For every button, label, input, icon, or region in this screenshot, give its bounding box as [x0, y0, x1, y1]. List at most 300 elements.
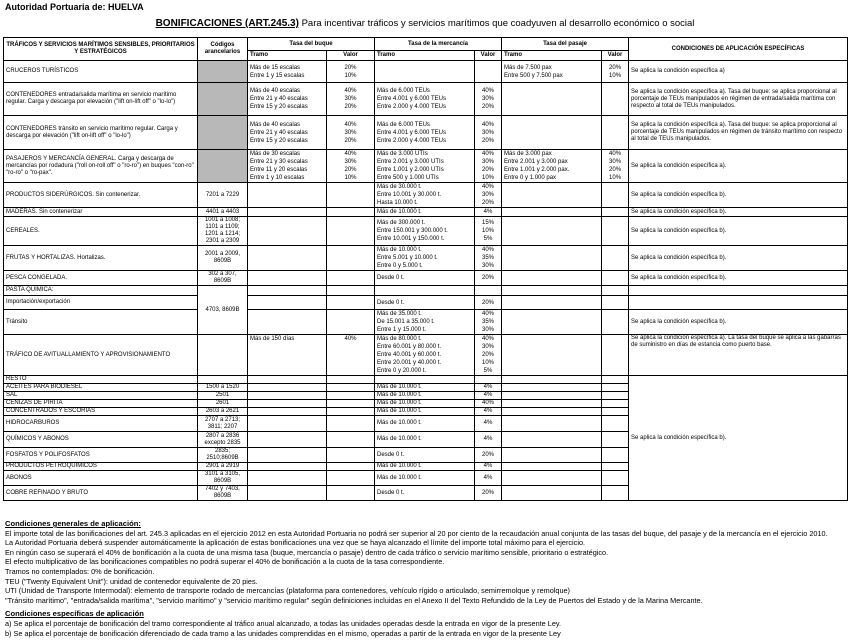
subheader-tramo-pasaje: Tramo	[502, 51, 602, 61]
pasaje-tramo	[502, 116, 602, 150]
tramo-text: Más de 3.000 UTIs	[377, 151, 428, 157]
empty-cell	[602, 432, 629, 448]
condition-text: Se aplica la condición específica a)	[629, 61, 848, 83]
valor-text: 40%	[482, 88, 495, 94]
merc-valor	[475, 335, 502, 376]
empty-cell	[502, 392, 602, 400]
merc-tramo: Más de 10.000 t.	[375, 408, 475, 416]
empty-cell	[248, 416, 327, 432]
tramo-text: Entre 11 y 20 escalas	[250, 167, 308, 173]
pasaje-valor	[602, 61, 629, 83]
empty-cell	[502, 471, 602, 486]
buque-tramo	[248, 208, 327, 217]
buque-valor	[327, 335, 375, 376]
empty-cell	[602, 463, 629, 471]
table-row	[4, 183, 848, 208]
tramo-text: Entre 1 y 10 escalas	[250, 175, 305, 181]
merc-tramo: Más de 10.000 t.	[375, 400, 475, 408]
table-row	[4, 246, 848, 271]
tramo-text: Más de 40 escalas	[250, 121, 301, 128]
merc-valor: 4%	[475, 408, 502, 416]
subheader-valor-merc: Valor	[475, 51, 502, 61]
general-condition-item: El efecto multiplicativo de las bonificaciones compatibles no podrá superar el 40% de bonificación a la cuota de la tasa correspondiente.	[5, 557, 445, 567]
empty-cell	[327, 408, 375, 416]
empty-cell	[502, 335, 602, 376]
title-main: BONIFICACIONES (ART.245.3)	[155, 18, 299, 29]
merc-tramo	[375, 335, 475, 376]
empty-cell	[602, 408, 629, 416]
valor-text: 30%	[482, 96, 495, 102]
valor-text: 40%	[482, 121, 495, 128]
empty-cell	[248, 384, 327, 392]
valor-text: 10%	[344, 175, 357, 181]
condition-text: Se aplica la condición específica b).	[629, 246, 848, 271]
merc-tramo: Más de 10.000 t.	[375, 463, 475, 471]
pasaje-valor	[602, 116, 629, 150]
empty-cell	[327, 384, 375, 392]
col-header-conditions: CONDICIONES DE APLICACIÓN ESPECÍFICAS	[629, 38, 848, 61]
merc-tramo: Más de 10.000 t.	[375, 471, 475, 486]
tariff-code: 2901 a 2919	[198, 463, 248, 471]
traffic-name: PASTA QUIMICA:	[4, 286, 198, 296]
merc-valor: 4%	[475, 471, 502, 486]
tramo-text: Más de 7.500 pax	[504, 64, 552, 71]
page-title	[0, 18, 850, 29]
subheader-tramo-buque: Tramo	[248, 51, 327, 61]
valor-text: 40%	[482, 151, 495, 157]
buque-valor	[327, 150, 375, 183]
tariff-code: 2601	[198, 400, 248, 408]
merc-tramo	[375, 150, 475, 183]
subheader-valor-buque: Valor	[327, 51, 375, 61]
buque-tramo	[248, 83, 327, 116]
merc-valor	[475, 83, 502, 116]
buque-tramo	[248, 217, 327, 246]
tariff-code: 1500 a 1520	[198, 384, 248, 392]
pasaje-tramo	[502, 150, 602, 183]
valor-text: 20%	[482, 137, 495, 144]
buque-tramo	[248, 116, 327, 150]
empty-cell	[248, 471, 327, 486]
empty-cell	[502, 286, 602, 296]
traffic-name: TRÁFICO DE AVITUALLAMIENTO Y APROVISIONAMIENTO	[4, 335, 198, 376]
traffic-name: CONTENEDORES entrada/salida marítima en servicio marítimo regular. Carga y descarga por elevación ("lift on-lift off" o "lo-lo")	[4, 83, 198, 116]
table-row	[4, 335, 848, 376]
tariff-code: 7201 a 7229	[198, 183, 248, 208]
empty-cell	[475, 376, 502, 384]
tariff-code: 1001 a 1008; 1101 a 1109; 1201 a 1214; 2301 a 2309	[198, 217, 248, 246]
empty-cell	[602, 486, 629, 501]
tramo-text: Más de 6.000 TEUs	[377, 121, 430, 128]
pasaje-valor	[602, 217, 629, 246]
buque-tramo	[248, 246, 327, 271]
title-rest: Para incentivar tráficos y servicios marítimos que coadyuven al desarrollo económico o social	[298, 18, 695, 29]
tramo-text: Entre 15 y 20 escalas	[250, 137, 308, 144]
tariff-code: 2001 a 2009, 8609B	[198, 246, 248, 271]
valor-text: 40%	[344, 336, 357, 342]
empty-cell	[502, 376, 602, 384]
buque-tramo	[248, 183, 327, 208]
tramo-text: Entre 10.001 y 150.000 t.	[377, 236, 445, 242]
valor-text: 10%	[609, 72, 622, 79]
merc-tramo	[375, 116, 475, 150]
valor-text: 10%	[482, 360, 495, 366]
valor-text: 4%	[483, 209, 493, 215]
empty-cell	[502, 384, 602, 392]
tramo-text: Entre 150.001 y 300.000 t.	[377, 228, 448, 234]
merc-valor	[475, 296, 502, 310]
merc-tramo: Desde 0 t.	[375, 448, 475, 463]
valor-text: 5%	[483, 368, 493, 374]
valor-text: 40%	[482, 336, 495, 342]
empty-cell	[602, 310, 629, 335]
valor-text: 10%	[344, 72, 357, 79]
tariff-code: 2603 a 2621	[198, 408, 248, 416]
empty-cell	[502, 408, 602, 416]
empty-cell	[327, 376, 375, 384]
traffic-sub: Tránsito	[4, 310, 198, 335]
buque-valor	[327, 116, 375, 150]
tramo-text: Entre 500 y 7.500 pax	[504, 72, 563, 79]
tariff-code: 2807 a 2836 excepto 2835	[198, 432, 248, 448]
valor-text: 20%	[482, 200, 495, 206]
empty-cell	[502, 310, 602, 335]
empty-cell	[248, 432, 327, 448]
table-row	[4, 150, 848, 183]
tramo-text: Entre 1 y 15.000 t.	[377, 327, 427, 333]
buque-valor	[327, 217, 375, 246]
empty-cell	[502, 400, 602, 408]
empty-cell	[327, 400, 375, 408]
valor-text: 40%	[344, 121, 357, 128]
general-conditions-title: Condiciones generales de aplicación:	[5, 519, 141, 528]
empty-cell	[602, 286, 629, 296]
tramo-text: Más de 10.000 t.	[377, 247, 422, 253]
tariff-code: 2501	[198, 392, 248, 400]
pasaje-tramo	[502, 217, 602, 246]
valor-text: 20%	[609, 64, 622, 71]
pasaje-tramo	[502, 183, 602, 208]
condition-text: Se aplica la condición específica b).	[629, 310, 848, 335]
tariff-code: 302 a 307, 8609B	[198, 271, 248, 286]
tramo-text: Entre 4.001 y 6.000 TEUs	[377, 96, 446, 102]
valor-text: 20%	[482, 104, 495, 110]
merc-valor	[475, 208, 502, 217]
tramo-text: Entre 20.001 y 40.000 t.	[377, 360, 442, 366]
buque-valor	[327, 271, 375, 286]
empty-cell	[502, 463, 602, 471]
traffic-name: PRODUCTOS SIDERÚRGICOS. Sin contenerizar.	[4, 183, 198, 208]
buque-valor	[327, 61, 375, 83]
valor-text: 30%	[344, 129, 357, 136]
merc-tramo	[375, 246, 475, 271]
merc-tramo	[375, 296, 475, 310]
empty-cell	[475, 286, 502, 296]
pasaje-tramo	[502, 271, 602, 286]
valor-text: 30%	[482, 129, 495, 136]
tramo-text: Entre 21 y 40 escalas	[250, 129, 308, 136]
tramo-text: Entre 15 y 20 escalas	[250, 104, 308, 110]
table-row	[4, 208, 848, 217]
condition-text: Se aplica la condición específica b).	[629, 217, 848, 246]
specific-conditions	[5, 619, 847, 638]
merc-valor	[475, 310, 502, 335]
pasaje-valor	[602, 246, 629, 271]
tramo-text: Más de 30.000 t.	[377, 184, 422, 190]
buque-tramo	[248, 271, 327, 286]
merc-tramo: Más de 10.000 t.	[375, 416, 475, 432]
valor-text: 20%	[482, 352, 495, 358]
empty-cell	[198, 376, 248, 384]
merc-valor: 40%	[475, 400, 502, 408]
tariff-code: 2707 a 2713; 3811; 2207	[198, 416, 248, 432]
merc-valor	[475, 246, 502, 271]
empty-cell	[327, 432, 375, 448]
tariff-code: 4401 a 4403	[198, 208, 248, 217]
merc-valor: 4%	[475, 384, 502, 392]
general-condition-item: UTI (Unidad de Transporte Intermodal): elemento de transporte rodado de mercancías (plataforma para contenedores, vehículo rígido o articulado, semirremolque y remolque)	[5, 586, 570, 596]
tariff-code	[198, 61, 248, 83]
merc-valor: 20%	[475, 448, 502, 463]
general-condition-item: "Tránsito marítimo", "entrada/salida marítima", "servicio marítimo" y "servicio marítimo regular" según definiciones incluidas en el Anexo II del Texto Refundido de la Ley de Puertos del Estado y de la Marina Mercante.	[5, 595, 703, 605]
resto-label: RESTO	[4, 376, 198, 384]
traffic-name: CEREALES.	[4, 217, 198, 246]
pasaje-tramo	[502, 246, 602, 271]
traffic-name: FOSFATOS Y POLIFOSFATOS	[4, 448, 198, 463]
table-row	[4, 61, 848, 83]
condition-text: Se aplica la condición específica a).	[629, 150, 848, 183]
empty-cell	[327, 463, 375, 471]
tramo-text: Entre 1 y 15 escalas	[250, 72, 305, 79]
traffic-name: MADERAS. Sin contenerizar	[4, 208, 198, 217]
condition-text	[629, 286, 848, 296]
tramo-text: Entre 10.001 y 30.000 t.	[377, 192, 442, 198]
empty-cell	[248, 448, 327, 463]
empty-cell	[602, 296, 629, 310]
pasaje-tramo	[502, 83, 602, 116]
valor-text: 10%	[482, 175, 495, 181]
merc-tramo: Desde 0 t.	[375, 486, 475, 501]
empty-cell	[602, 416, 629, 432]
empty-cell	[502, 296, 602, 310]
tramo-text: Entre 0 y 1.000 pax	[504, 175, 557, 181]
valor-text: 30%	[344, 159, 357, 165]
tramo-text: Más de 300.000 t.	[377, 220, 426, 226]
empty-cell	[602, 448, 629, 463]
buque-valor	[327, 183, 375, 208]
buque-valor	[327, 208, 375, 217]
tramo-text: Hasta 10.000 t.	[377, 200, 418, 206]
col-header-pasaje: Tasa del pasaje	[502, 38, 629, 51]
empty-cell	[327, 471, 375, 486]
buque-tramo	[248, 335, 327, 376]
empty-cell	[327, 448, 375, 463]
traffic-name: CONTENEDORES tránsito en servicio marítimo regular. Carga y descarga por elevación ("lift on-lift off" o "lo-lo")	[4, 116, 198, 150]
col-header-traffic: TRÁFICOS Y SERVICIOS MARÍTIMOS SENSIBLES, PRIORITARIOS Y ESTRATÉGICOS	[4, 38, 198, 61]
tramo-text: Desde 0 t.	[377, 275, 405, 281]
traffic-name: HIDROCARBUROS	[4, 416, 198, 432]
merc-tramo	[375, 310, 475, 335]
tramo-text: Entre 4.001 y 6.000 TEUs	[377, 129, 446, 136]
empty-cell	[248, 296, 327, 310]
valor-text: 30%	[482, 263, 495, 269]
merc-tramo: Más de 10.000 t.	[375, 432, 475, 448]
valor-text: 5%	[483, 236, 493, 242]
table-row	[4, 83, 848, 116]
tramo-text: Desde 0 t.	[377, 299, 405, 306]
empty-cell	[248, 463, 327, 471]
empty-cell	[602, 471, 629, 486]
merc-tramo	[375, 183, 475, 208]
valor-text: 20%	[344, 64, 357, 71]
table-row	[4, 116, 848, 150]
merc-tramo	[375, 271, 475, 286]
empty-cell	[629, 296, 848, 310]
tramo-text: Entre 40.001 y 60.000 t.	[377, 352, 442, 358]
empty-cell	[248, 376, 327, 384]
general-condition-item: La Autoridad Portuaria deberá suspender automáticamente la aplicación de estas bonificaciones una vez que se haya alcanzado el límite del importe total máximo para el ejercicio.	[5, 538, 586, 548]
merc-tramo: Más de 10.000 t.	[375, 392, 475, 400]
table-row	[4, 310, 848, 335]
traffic-name: PRODUCTOS PETROQUÍMICOS	[4, 463, 198, 471]
empty-cell	[602, 376, 629, 384]
valor-text: 30%	[344, 96, 357, 102]
table-row	[4, 217, 848, 246]
merc-valor: 20%	[475, 486, 502, 501]
col-header-buque: Tasa del buque	[248, 38, 375, 51]
empty-cell	[327, 310, 375, 335]
tariff-code	[198, 116, 248, 150]
valor-text: 40%	[609, 151, 622, 157]
pasaje-valor	[602, 150, 629, 183]
empty-cell	[602, 392, 629, 400]
pasaje-valor	[602, 208, 629, 217]
valor-text: 35%	[482, 319, 495, 325]
empty-cell	[248, 486, 327, 501]
valor-text: 35%	[482, 255, 495, 261]
merc-tramo	[375, 217, 475, 246]
valor-text: 20%	[344, 137, 357, 144]
tramo-text: Entre 60.001 y 80.000 t.	[377, 344, 442, 350]
empty-cell	[375, 376, 475, 384]
valor-text: 20%	[482, 299, 495, 306]
merc-valor	[475, 150, 502, 183]
tramo-text: Entre 1.001 y 2.000 pax.	[504, 167, 570, 173]
traffic-name: FRUTAS Y HORTALIZAS. Hortalizas.	[4, 246, 198, 271]
tramo-text: Entre 21 y 40 escalas	[250, 96, 308, 102]
merc-tramo	[375, 208, 475, 217]
tariff-code	[198, 335, 248, 376]
empty-cell	[502, 416, 602, 432]
tramo-text: De 15.001 a 35.000 t.	[377, 319, 435, 325]
empty-cell	[502, 486, 602, 501]
table-row	[4, 271, 848, 286]
valor-text: 30%	[482, 327, 495, 333]
merc-tramo	[375, 83, 475, 116]
empty-cell	[327, 286, 375, 296]
valor-text: 30%	[482, 192, 495, 198]
pasaje-tramo	[502, 61, 602, 83]
traffic-name: CENIZAS DE PIRITA	[4, 400, 198, 408]
tramo-text: Entre 21 y 30 escalas	[250, 159, 308, 165]
merc-valor	[475, 116, 502, 150]
valor-text: 15%	[482, 220, 495, 226]
empty-cell	[248, 392, 327, 400]
empty-cell	[602, 335, 629, 376]
condition-text: Se aplica la condición específica a). Tasa del buque: se aplica proporcional al porcentaje de TEUs manipulados en régimen de entrada/salida marítima con respecto al total de TEUs manipulados.	[629, 83, 848, 116]
empty-cell	[602, 400, 629, 408]
valor-text: 20%	[344, 104, 357, 110]
valor-text: 40%	[482, 184, 495, 190]
table-body	[4, 61, 848, 501]
buque-valor	[327, 83, 375, 116]
traffic-name: CRUCEROS TURÍSTICOS	[4, 61, 198, 83]
col-header-mercancia: Tasa de la mercancía	[375, 38, 502, 51]
tramo-text: Más de 3.000 pax	[504, 151, 552, 157]
empty-cell	[375, 286, 475, 296]
subheader-valor-pasaje: Valor	[602, 51, 629, 61]
condition-text: Se aplica la condición específica b).	[629, 183, 848, 208]
empty-cell	[327, 486, 375, 501]
condition-text: Se aplica la condición específica a). La tasa del buque se aplica a las gabarras de suministro en días de estancia como puerto base.	[629, 335, 848, 376]
tramo-text: Más de 80.000 t.	[377, 336, 422, 342]
tramo-text: Más de 6.000 TEUs	[377, 88, 430, 94]
tramo-text: Entre 5.001 y 10.000 t.	[377, 255, 438, 261]
traffic-sub: Importación/exportación	[4, 296, 198, 310]
bonificaciones-table	[3, 37, 848, 501]
pasaje-tramo	[502, 208, 602, 217]
subheader-tramo-merc: Tramo	[375, 51, 475, 61]
valor-text: 20%	[482, 167, 495, 173]
valor-text: 40%	[482, 247, 495, 253]
traffic-name: QUÍMICOS Y ABONOS	[4, 432, 198, 448]
col-header-codes: Códigos arancelarios	[198, 38, 248, 61]
pasaje-valor	[602, 83, 629, 116]
tramo-text: Entre 2.001 y 3.000 pax	[504, 159, 568, 165]
empty-cell	[502, 432, 602, 448]
valor-text: 40%	[344, 88, 357, 94]
valor-text: 30%	[482, 159, 495, 165]
tariff-code: 3101 a 3105, 8609B	[198, 471, 248, 486]
valor-text: 40%	[344, 151, 357, 157]
general-condition-item: El importe total de las bonificaciones del art. 245.3 aplicadas en el ejercicio 2012 en esta Autoridad Portuaria no podrá ser superior al 20 por ciento de la recaudación anual conjunta de las tasas del buque, del pasaje y de la mercancía en el ejercicio 2010.	[5, 528, 828, 538]
empty-cell	[248, 408, 327, 416]
tramo-text: Entre 1.001 y 2.000 UTIs	[377, 167, 444, 173]
tramo-text: Más de 40 escalas	[250, 88, 301, 94]
condition-text: Se aplica la condición específica b).	[629, 208, 848, 217]
traffic-name: ABONOS	[4, 471, 198, 486]
empty-cell	[327, 416, 375, 432]
specific-condition-item: b) Se aplica el porcentaje de bonificación diferenciado de cada tramo a las unidades comprendidas en el mismo, operadas a partir de la entrada en vigor de la presente Ley	[5, 628, 561, 638]
condition-text: Se aplica la condición específica b).	[629, 376, 848, 501]
tramo-text: Más de 15 escalas	[250, 64, 301, 71]
pasaje-valor	[602, 271, 629, 286]
valor-text: 20%	[609, 167, 622, 173]
tramo-text: Entre 2.001 y 3.000 UTIs	[377, 159, 444, 165]
tramo-text: Más de 35.000 t.	[377, 311, 422, 317]
valor-text: 40%	[482, 311, 495, 317]
general-condition-item: En ningún caso se superará el 40% de bonificación a la cuota de una misma tasa (buque, mercancía o pasaje) dentro de cada tráfico o servicio marítimo sensible, prioritario o estratégico.	[5, 547, 609, 557]
buque-tramo	[248, 61, 327, 83]
valor-text: 30%	[609, 159, 622, 165]
pasaje-valor	[602, 183, 629, 208]
merc-valor: 4%	[475, 392, 502, 400]
specific-condition-item: a) Se aplica el porcentaje de bonificación del tramo correspondiente al tráfico anual alcanzado, a todas las unidades operadas desde la entrada en vigor de la presente Ley.	[5, 618, 562, 628]
buque-valor	[327, 246, 375, 271]
traffic-name: SAL	[4, 392, 198, 400]
traffic-name: COBRE REFINADO Y BRUTO	[4, 486, 198, 501]
table-row	[4, 376, 848, 384]
